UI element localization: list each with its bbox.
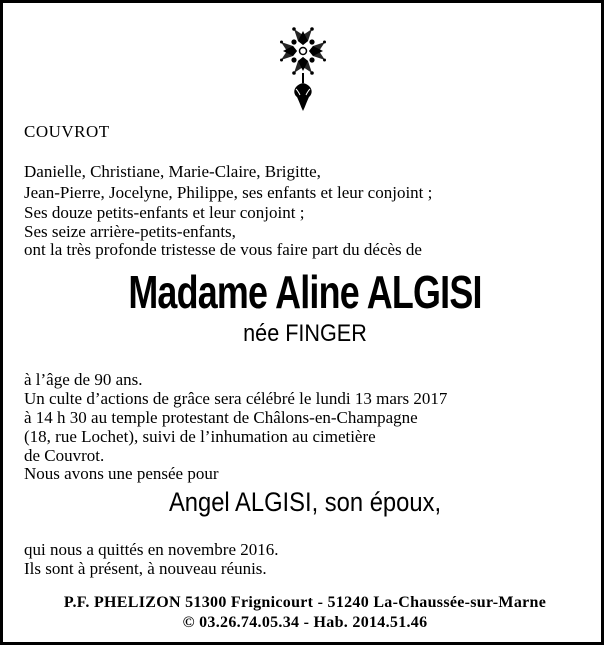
family-line: Ses seize arrière-petits-enfants, [24, 222, 236, 241]
huguenot-cross-icon [280, 27, 326, 113]
details-line: à l’âge de 90 ans. [24, 370, 143, 389]
spouse-name: Angel ALGISI, son époux, [168, 487, 442, 517]
funeral-home-contact: © 03.26.74.05.34 - Hab. 2014.51.46 [182, 614, 428, 631]
family-line: ont la très profonde tristesse de vous faire part du décès de [24, 240, 422, 259]
closing-line: qui nous a quittés en novembre 2016. [24, 540, 279, 559]
details-line: Un culte d’actions de grâce sera célébré le lundi 13 mars 2017 [24, 389, 448, 408]
deceased-name: Madame Aline ALGISI [128, 266, 482, 318]
details-line: Nous avons une pensée pour [24, 464, 219, 483]
family-line: Jean-Pierre, Jocelyne, Philippe, ses enfants et leur conjoint ; [24, 183, 433, 202]
family-line: Danielle, Christiane, Marie-Claire, Brigitte, [24, 162, 321, 181]
details-line: à 14 h 30 au temple protestant de Châlons-en-Champagne [24, 408, 418, 427]
closing-line: Ils sont à présent, à nouveau réunis. [24, 559, 267, 578]
details-line: (18, rue Lochet), suivi de l’inhumation au cimetière [24, 427, 376, 446]
family-line: Ses douze petits-enfants et leur conjoint ; [24, 203, 305, 222]
details-line: de Couvrot. [24, 446, 105, 465]
funeral-home-address: P.F. PHELIZON 51300 Frignicourt - 51240 La-Chaussée-sur-Marne [63, 594, 547, 611]
maiden-name: née FINGER [243, 320, 367, 347]
village-name: COUVROT [24, 122, 110, 141]
